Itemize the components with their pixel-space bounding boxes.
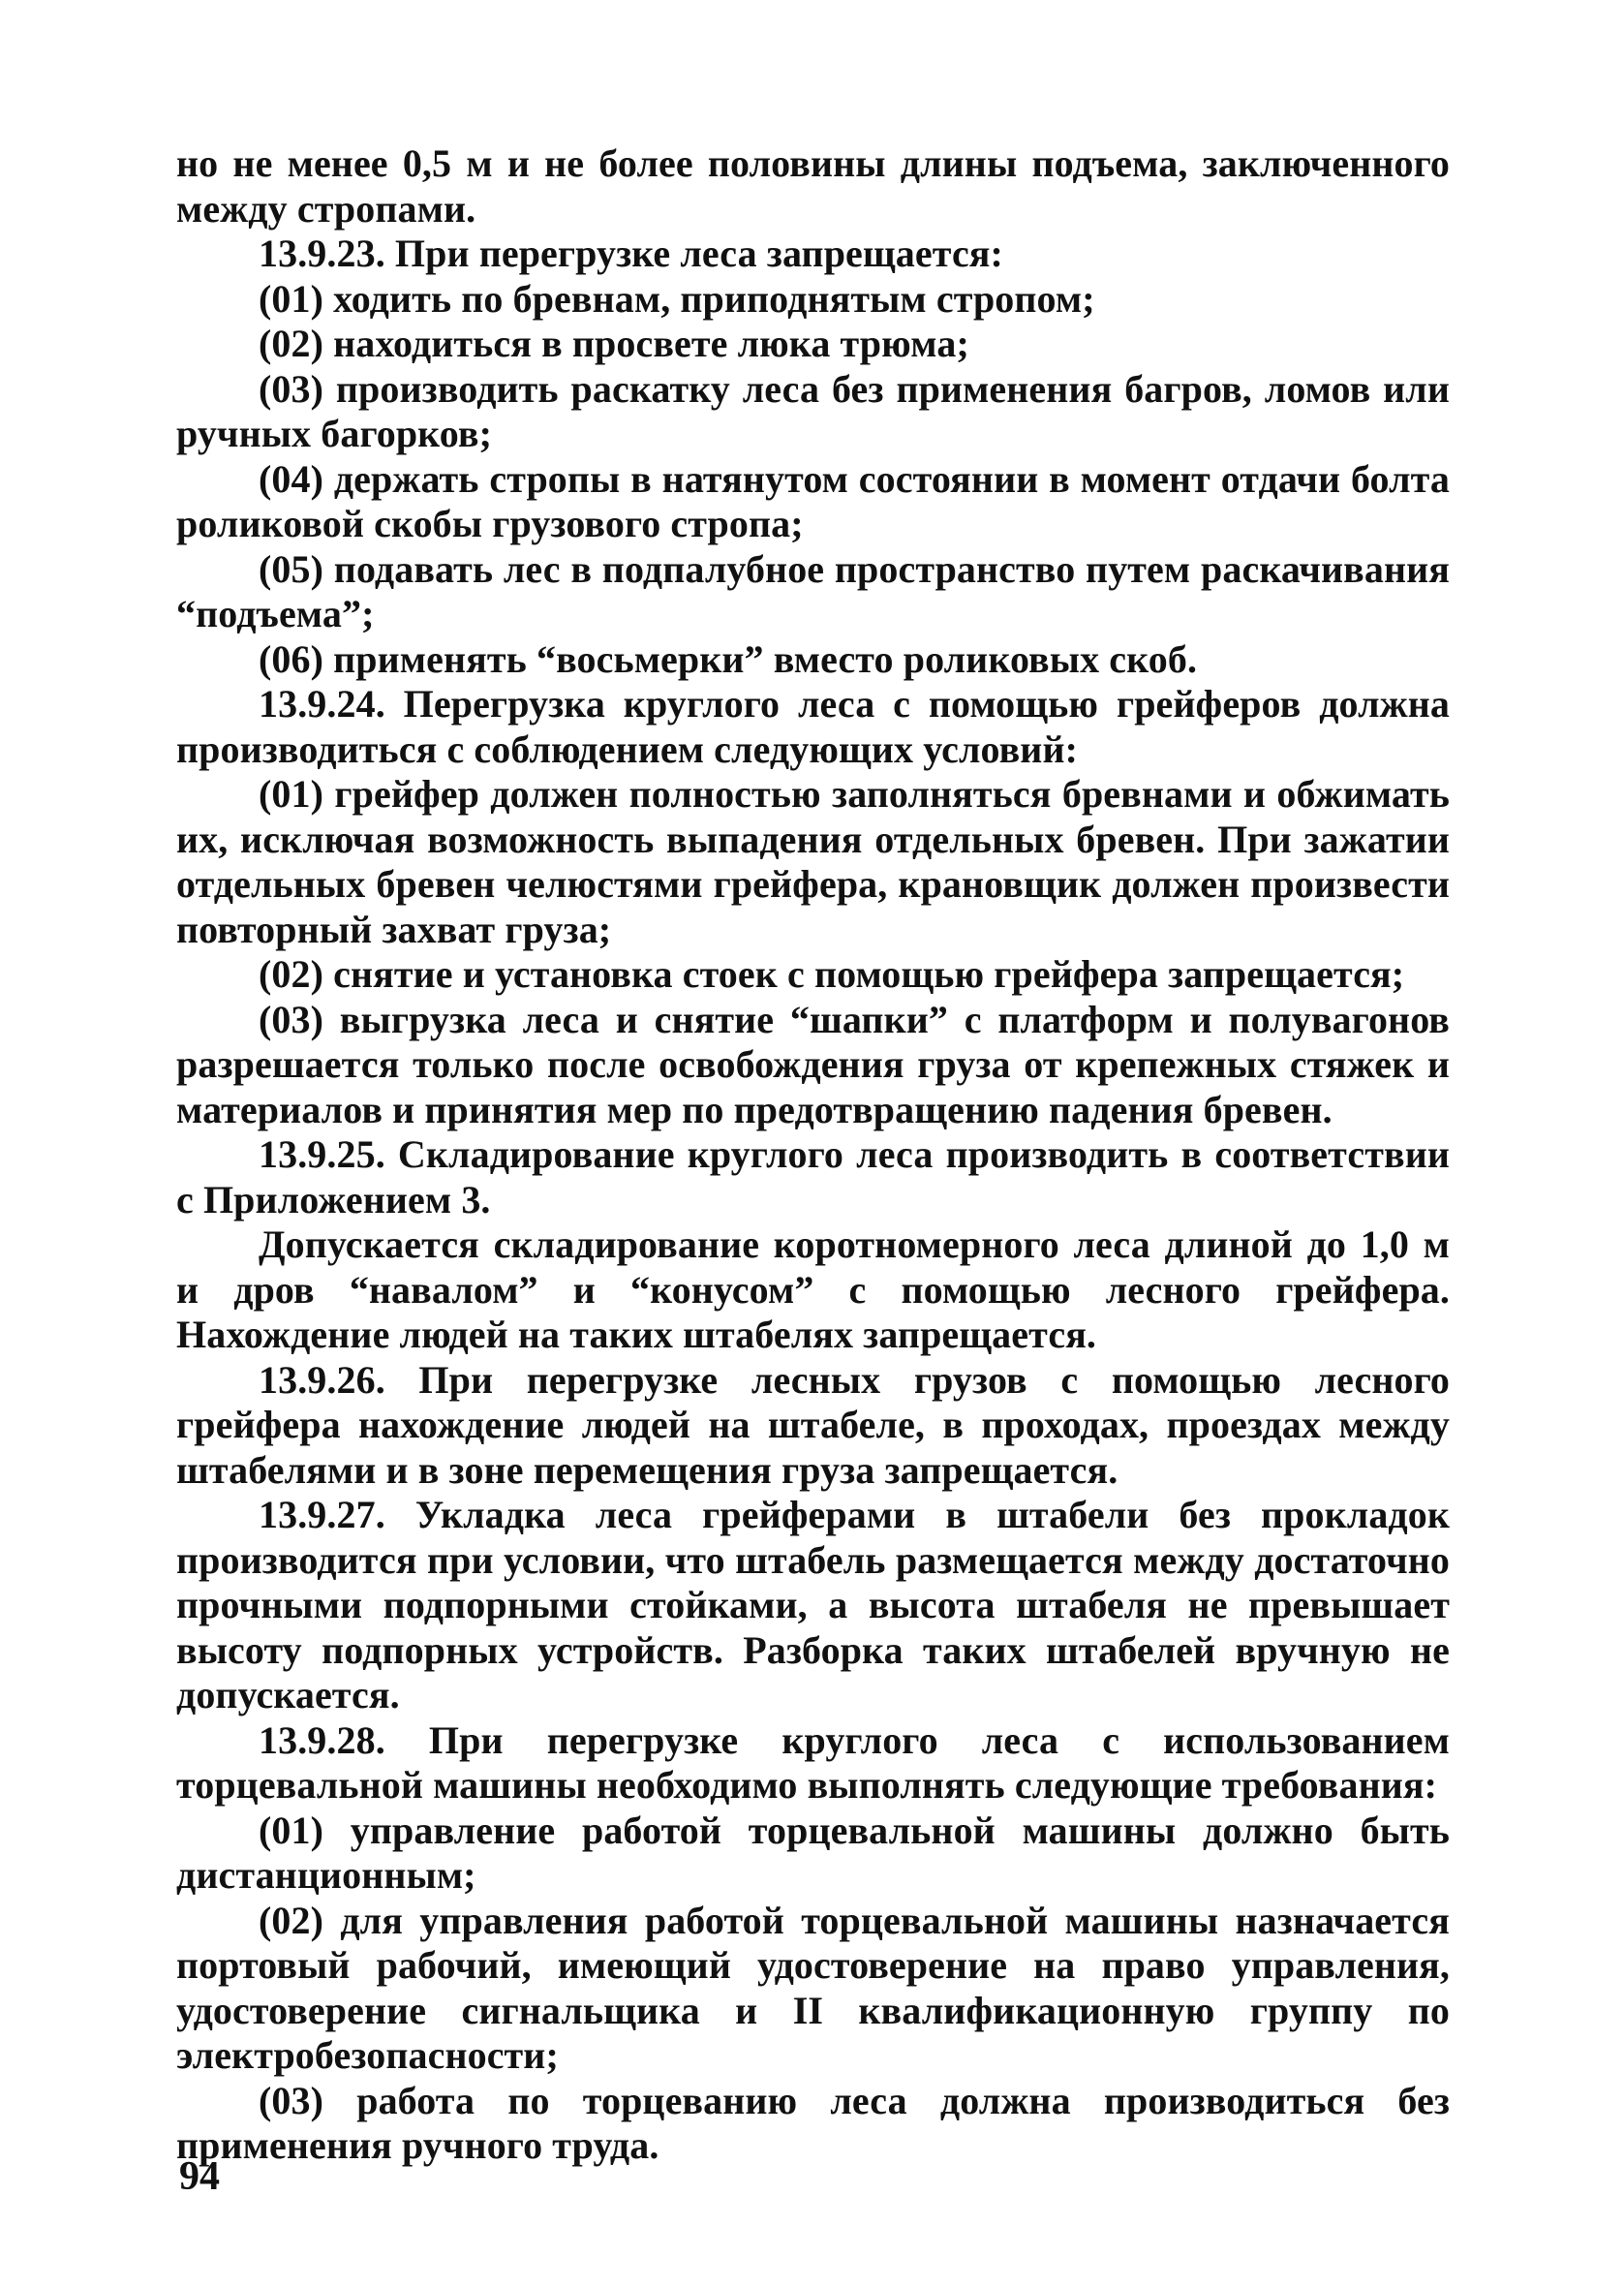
clause-13-9-26: 13.9.26. При перегрузке лесных грузов с помощью лесного грейфера нахождение людей на штабеле, в проходах, проездах между штабелями и в зоне перемещения груза запрещается. bbox=[176, 1357, 1450, 1492]
list-item-04: (04) держать стропы в натянутом состоянии в момент отдачи болта роликовой скобы грузового стропа; bbox=[176, 456, 1450, 545]
list-item-05: (05) подавать лес в подпалубное пространство путем раскачивания “подъема”; bbox=[176, 546, 1450, 635]
list-item-02: (02) снятие и установка стоек с помощью грейфера запрещается; bbox=[259, 952, 1405, 996]
list-item-02: (02) находиться в просвете люка трюма; bbox=[259, 322, 969, 365]
paragraph: Допускается складирование коротномерного леса длиной до 1,0 м и дров “навалом” и “конусом” с помощью лесного грейфера. Нахождение людей на таких штабелях запрещается. bbox=[176, 1222, 1450, 1356]
list-item-01: (01) управление работой торцевальной машины должно быть дистанционным; bbox=[176, 1808, 1450, 1897]
list-item-02: (02) для управления работой торцевальной машины назначается портовый рабочий, имеющий удостоверение на право управления, удостоверение сигнальщика и II квалификационную группу по электробезопасности; bbox=[176, 1898, 1450, 2077]
clause-13-9-28: 13.9.28. При перегрузке круглого леса с использованием торцевальной машины необходимо выполнять следующие требования: bbox=[176, 1717, 1450, 1807]
list-item-03: (03) выгрузка леса и снятие “шапки” с платформ и полувагонов разрешается только после освобождения груза от крепежных стяжек и материалов и принятия мер по предотвращению падения бревен. bbox=[176, 997, 1450, 1131]
list-item-03: (03) производить раскатку леса без применения багров, ломов или ручных багорков; bbox=[176, 366, 1450, 455]
list-item-01: (01) ходить по бревнам, приподнятым стропом; bbox=[259, 276, 1095, 321]
clause-13-9-24: 13.9.24. Перегрузка круглого леса с помощью грейферов должна производиться с соблюдением следующих условий: bbox=[176, 682, 1450, 771]
body-text bbox=[176, 141, 1450, 2169]
paragraph-continuation: но не менее 0,5 м и не более половины длины подъема, заключенного между стропами. bbox=[176, 141, 1450, 231]
clause-13-9-23: 13.9.23. При перегрузке леса запрещается: bbox=[259, 232, 1003, 275]
list-item-03: (03) работа по торцеванию леса должна производиться без применения ручного труда. bbox=[176, 2078, 1450, 2167]
list-item-06: (06) применять “восьмерки” вместо роликовых скоб. bbox=[259, 636, 1198, 681]
clause-13-9-25: 13.9.25. Складирование круглого леса производить в соответствии с Приложением 3. bbox=[176, 1132, 1450, 1221]
list-item-01: (01) грейфер должен полностью заполняться бревнами и обжимать их, исключая возможность выпадения отдельных бревен. При зажатии отдельных бревен челюстями грейфера, крановщик должен произвести повторный захват груза; bbox=[176, 772, 1450, 951]
clause-13-9-27: 13.9.27. Укладка леса грейферами в штабели без прокладок производится при условии, что штабель размещается между достаточно прочными подпорными стойками, а высота штабеля не превышает высоту подпорных устройств. Разборка таких штабелей вручную не допускается. bbox=[176, 1493, 1450, 1716]
page-number: 94 bbox=[179, 2154, 220, 2199]
